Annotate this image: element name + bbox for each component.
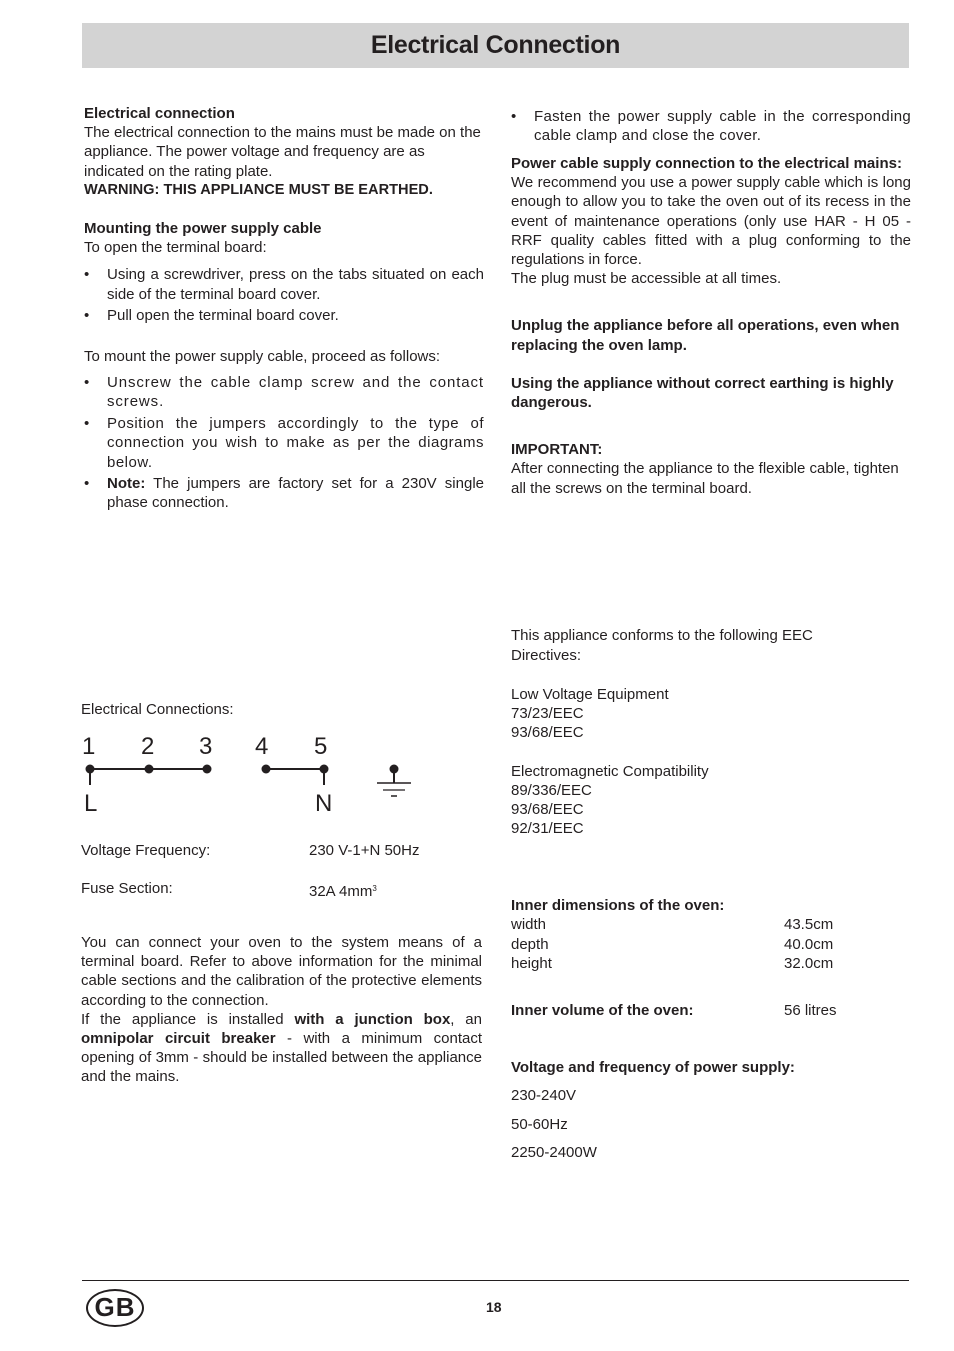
open-terminal-steps [84,265,484,325]
directives-intro: This appliance conforms to the following EEC Directives: [511,627,813,664]
power-supply-voltage: 230-240V [511,1087,577,1104]
diagram-caption: Electrical Connections: [81,701,234,718]
earth-ground-icon [375,760,415,800]
voltage-frequency-value: 230 V-1+N 50Hz [309,842,420,859]
title-bar [82,23,909,68]
terminal-board-diagram [80,730,420,820]
terminal-number-2: 2 [141,733,155,760]
fasten-step-list [511,107,911,145]
list-item-note [84,474,484,512]
jumper-wiring-icon [80,730,420,820]
dimension-value-width: 43.5cm [784,916,834,933]
directive-code: 93/68/EEC [511,724,584,742]
fuse-value-superscript: 3 [372,884,377,893]
volume-label: Inner volume of the oven: [511,1002,694,1019]
electrical-connection-heading: Electrical connection [84,105,235,122]
eec-directives [511,626,851,838]
power-cable-body: We recommend you use a power supply cable which is long enough to allow you to take the oven out of its recess in the event of maintenance operations (only use HAR - H 05 - RRF quality cables fitted with a plug conforming to the regulations in force. [511,174,911,268]
mounting-heading: Mounting the power supply cable [84,220,322,238]
directive-group-name: Electromagnetic Compatibility [511,762,709,780]
power-cable-heading: Power cable supply connection to the electrical mains: [511,154,902,172]
left-column-top [84,104,484,515]
circuit-breaker-emphasis: omnipolar circuit breaker [81,1030,276,1048]
dimension-label-depth: depth [511,936,549,953]
fuse-section-label: Fuse Section: [81,880,173,897]
list-item: • Fasten the power supply cable in the corresponding cable clamp and close the cover. [511,107,911,145]
power-supply-heading: Voltage and frequency of power supply: [511,1059,795,1076]
voltage-frequency-label: Voltage Frequency: [81,842,211,859]
terminal-number-5: 5 [314,733,328,760]
list-item: • Unscrew the cable clamp screw and the contact screws. [84,373,484,411]
note-label: Note: [107,475,146,493]
page-title: Electrical Connection [370,30,621,59]
list-item: • Position the jumpers accordingly to the type of connection you wish to make as per the diagrams below. [84,414,484,472]
fuse-section-value [309,879,377,901]
junction-box-emphasis: with a junction box [294,1010,451,1028]
connection-info-para2 [81,1010,482,1087]
mount-intro: To mount the power supply cable, proceed as follows: [84,348,441,366]
terminal-number-3: 3 [199,733,213,760]
directive-group-name: Low Voltage Equipment [511,686,669,703]
page-number: 18 [486,1299,502,1315]
earthing-warning: WARNING: THIS APPLIANCE MUST BE EARTHED. [84,181,433,198]
mount-cable-steps [84,373,484,512]
unplug-warning: Unplug the appliance before all operations, even when replacing the oven lamp. [511,317,900,354]
right-column-top [511,107,911,498]
important-body: After connecting the appliance to the flexible cable, tighten all the screws on the terminal board. [511,460,899,497]
line-label: L [84,790,98,817]
connection-info [81,933,482,1087]
list-item: • Using a screwdriver, press on the tabs situated on each side of the terminal board cover. [84,265,484,303]
country-badge: GB [86,1289,144,1327]
connection-info-para1: You can connect your oven to the system means of a terminal board. Refer to above information for the minimal cable sections and the calibration of the protective elements according to the connection. [81,934,482,1009]
mounting-intro: To open the terminal board: [84,239,267,257]
directive-code: 92/31/EEC [511,820,584,838]
directive-code: 93/68/EEC [511,801,584,819]
terminal-number-4: 4 [255,733,269,760]
directive-code: 89/336/EEC [511,781,592,799]
text-span: If the appliance is installed [81,1010,295,1028]
text-span: , an [450,1010,482,1028]
directive-code: 73/23/EEC [511,705,584,723]
dimensions-heading: Inner dimensions of the oven: [511,897,725,914]
terminal-number-1: 1 [82,733,96,760]
footer-divider [82,1280,909,1281]
fuse-value-text: 32A 4mm [309,883,373,900]
power-supply-wattage: 2250-2400W [511,1144,597,1161]
plug-note: The plug must be accessible at all times. [511,270,782,288]
important-heading: IMPORTANT: [511,441,603,459]
dimension-label-height: height [511,955,552,972]
dimension-value-depth: 40.0cm [784,936,834,953]
neutral-label: N [315,790,333,817]
electrical-connection-body: The electrical connection to the mains must be made on the appliance. The power voltage and frequency are as indicated on the rating plate. [84,124,481,180]
dimension-value-height: 32.0cm [784,955,834,972]
dimension-label-width: width [511,916,547,933]
earthing-danger-warning: Using the appliance without correct earthing is highly dangerous. [511,374,894,411]
list-item: • Pull open the terminal board cover. [84,306,484,325]
power-supply-frequency: 50-60Hz [511,1116,568,1133]
note-text: The jumpers are factory set for a 230V single phase connection. [107,475,484,512]
text-span: - with a minimum contact opening of 3mm - should be installed between the appliance and the mains. [81,1030,483,1086]
volume-value: 56 litres [784,1002,837,1019]
